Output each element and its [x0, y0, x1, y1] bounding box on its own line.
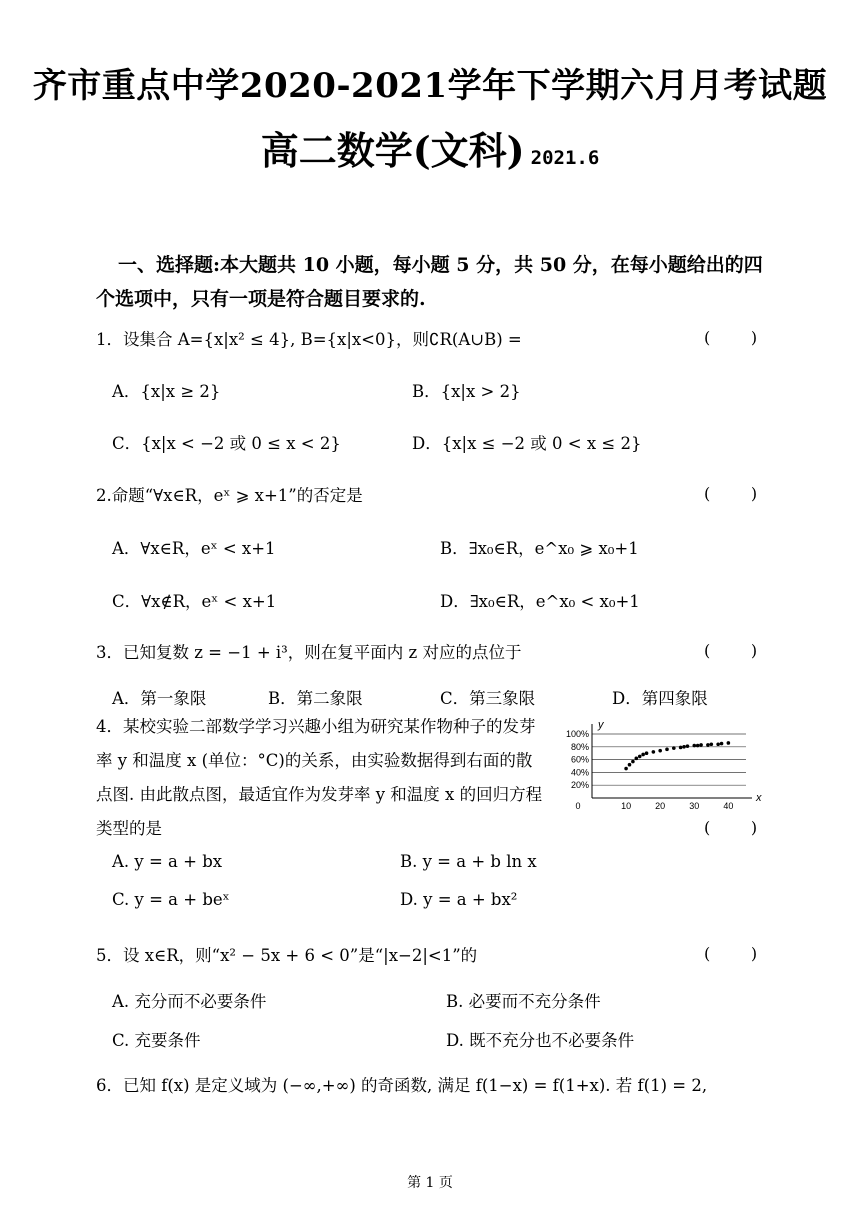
scatter-point: [624, 767, 628, 771]
q4-option-b: B. y = a + b ln x: [400, 852, 537, 871]
exam-date: 2021.6: [530, 147, 600, 169]
q5-option-c: C. 充要条件: [112, 1031, 201, 1050]
scatter-point: [665, 748, 669, 752]
scatter-point: [628, 763, 632, 767]
scatter-point: [638, 755, 642, 759]
q3-option-d: D．第四象限: [612, 689, 708, 708]
q4-option-c: C. y = a + beˣ: [112, 890, 230, 909]
x-tick-label: 20: [655, 801, 666, 811]
question-1-stem: 1．设集合 A={x|x² ≤ 4}, B={x|x<0}，则∁R(A∪B) =: [96, 330, 522, 349]
section-heading: 一、选择题:本大题共 10 小题，每小题 5 分，共 50 分，在每小题给出的四个选项中，只有一项是符合题目要求的.: [96, 254, 763, 310]
chart-axes: [592, 724, 752, 798]
question-4-stem: 4．某校实验二部数学学习兴趣小组为研究某作物种子的发芽率 y 和温度 x (单位：°C)的关系，由实验数据得到右面的散点图. 由此散点图，最适宜作为发芽率 y 和温度 x 的回归方程类型的是: [96, 717, 543, 838]
q1-option-c: C．{x|x < −2 或 0 ≤ x < 2}: [112, 434, 341, 453]
q1-option-b: B．{x|x > 2}: [412, 382, 521, 401]
scatter-point: [699, 743, 703, 747]
chart-grid: [592, 734, 746, 785]
scatter-point: [696, 744, 700, 748]
answer-bracket-5: ( ): [704, 944, 758, 963]
q1-option-d: D．{x|x ≤ −2 或 0 < x ≤ 2}: [412, 434, 642, 453]
scatter-plot: [556, 716, 766, 812]
scatter-point: [645, 751, 649, 755]
question-2-stem: 2.命题“∀x∈R，eˣ ⩾ x+1”的否定是: [96, 486, 363, 505]
scatter-point: [631, 760, 635, 764]
y-tick-label: 20%: [570, 780, 589, 791]
q4-option-a: A. y = a + bx: [112, 852, 223, 871]
x-tick-label: 10: [621, 801, 632, 811]
scatter-point: [679, 746, 683, 750]
scatter-point: [710, 742, 714, 746]
question-5-stem: 5．设 x∈R，则“x² − 5x + 6 < 0”是“|x−2|<1”的: [96, 946, 478, 965]
y-tick-label: 60%: [570, 754, 589, 765]
answer-bracket-3: ( ): [704, 641, 758, 660]
scatter-point: [682, 745, 686, 749]
chart-x-label: x: [756, 792, 762, 804]
x-tick-label: 0: [575, 801, 581, 811]
scatter-point: [716, 742, 720, 746]
exam-title: 齐市重点中学2020-2021学年下学期六月月考试题: [32, 66, 828, 106]
q2-option-c: C．∀x∉R，eˣ < x+1: [112, 592, 277, 611]
answer-bracket-1: ( ): [704, 328, 758, 347]
x-tick-label: 30: [689, 801, 700, 811]
x-tick-label: 40: [723, 801, 734, 811]
q5-option-d: D. 既不充分也不必要条件: [446, 1031, 635, 1050]
scatter-point: [686, 744, 690, 748]
q3-option-b: B．第二象限: [268, 689, 363, 708]
page-number: 第 1 页: [407, 1175, 453, 1191]
chart-x-ticks: [575, 801, 733, 811]
q5-option-a: A. 充分而不必要条件: [112, 992, 267, 1011]
y-tick-label: 100%: [565, 729, 589, 739]
q3-option-c: C．第三象限: [440, 689, 536, 708]
scatter-point: [727, 741, 731, 745]
scatter-point: [692, 744, 696, 748]
q2-option-a: A．∀x∈R，eˣ < x+1: [112, 539, 276, 558]
scatter-point: [672, 746, 676, 750]
answer-bracket-4: ( ): [704, 818, 758, 837]
y-tick-label: 40%: [570, 767, 589, 778]
answer-bracket-2: ( ): [704, 484, 758, 503]
question-6-stem: 6．已知 f(x) 是定义域为 (−∞,+∞) 的奇函数, 满足 f(1−x) = f(1+x). 若 f(1) = 2,: [96, 1076, 708, 1095]
y-tick-label: 80%: [570, 741, 589, 752]
chart-y-ticks: [566, 729, 589, 790]
q4-option-d: D. y = a + bx²: [400, 890, 518, 909]
scatter-point: [706, 743, 710, 747]
q2-option-d: D．∃x₀∈R，e^x₀ < x₀+1: [440, 592, 640, 611]
scatter-point: [652, 750, 656, 754]
q5-option-b: B. 必要而不充分条件: [446, 992, 601, 1011]
scatter-point: [720, 742, 724, 746]
q3-option-a: A．第一象限: [112, 689, 207, 708]
scatter-point: [658, 749, 662, 753]
scatter-point: [641, 753, 645, 757]
chart-points: [624, 741, 730, 770]
subject-title: 高二数学(文科): [260, 128, 525, 173]
question-3-stem: 3．已知复数 z = −1 + i³，则在复平面内 z 对应的点位于: [96, 643, 522, 662]
scatter-point: [635, 757, 639, 761]
q2-option-b: B．∃x₀∈R，e^x₀ ⩾ x₀+1: [440, 539, 639, 558]
q1-option-a: A．{x|x ≥ 2}: [112, 382, 221, 401]
chart-y-label: y: [598, 719, 604, 731]
exam-subtitle: [0, 120, 860, 175]
